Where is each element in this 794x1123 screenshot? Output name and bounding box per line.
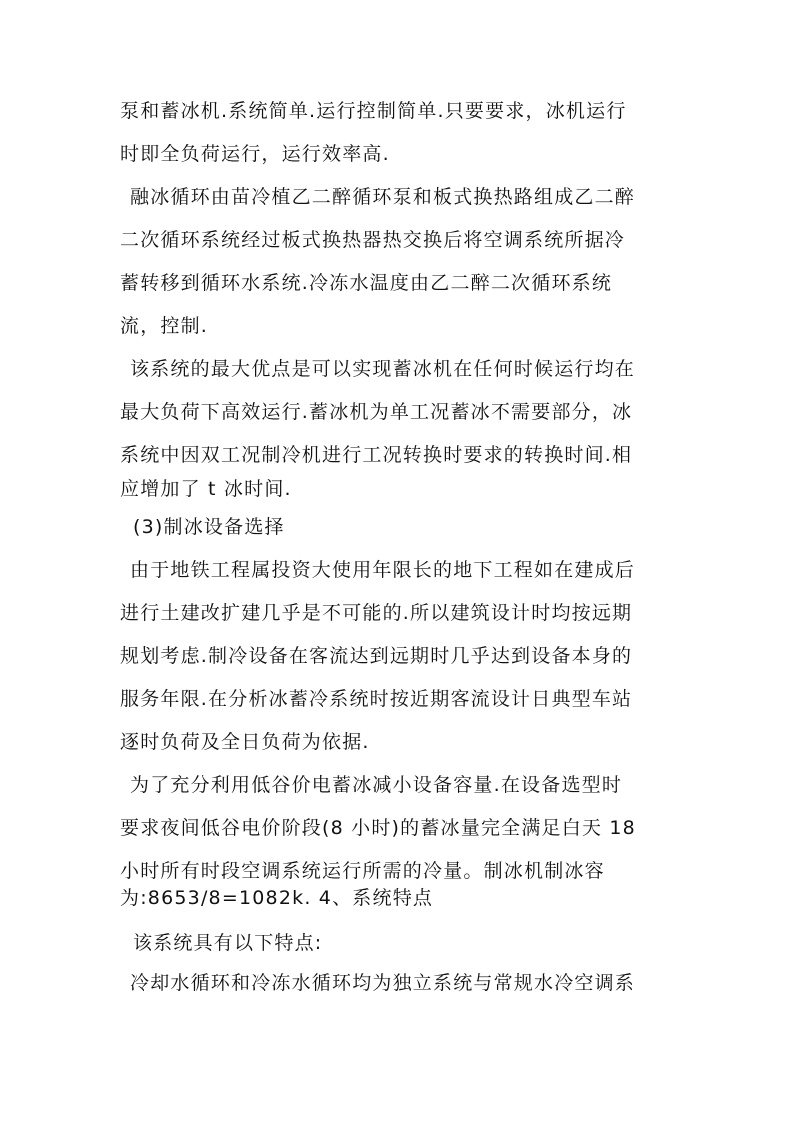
section-heading: (3)制冰设备选择 bbox=[133, 516, 285, 538]
text-line: 进行土建改扩建几乎是不可能的.所以建筑设计时均按远期 bbox=[120, 602, 633, 624]
text-line: 泵和蓄冰机.系统简单.运行控制简单.只要要求，冰机运行 bbox=[120, 100, 627, 122]
text-line: 该系统的最大优点是可以实现蓄冰机在任何时候运行均在 bbox=[130, 358, 636, 380]
text-line: 系统中因双工况制冷机进行工况转换时要求的转换时间.相 bbox=[120, 444, 633, 466]
text-line: 要求夜间低谷电价阶段(8 小时)的蓄冰量完全满足白天 18 bbox=[120, 817, 636, 839]
text-line: 规划考虑.制冷设备在客流达到远期时几乎达到设备本身的 bbox=[120, 645, 633, 667]
text-line: 最大负荷下高效运行.蓄冰机为单工况蓄冰不需要部分，冰 bbox=[120, 401, 633, 423]
text-line: 时即全负荷运行，运行效率高. bbox=[120, 143, 390, 165]
text-line: 由于地铁工程属投资大使用年限长的地下工程如在建成后 bbox=[130, 559, 636, 581]
text-line: 服务年限.在分析冰蓄冷系统时按近期客流设计日典型车站 bbox=[120, 688, 633, 710]
text-line: 冷却水循环和冷冻水循环均为独立系统与常规水冷空调系 bbox=[130, 972, 636, 994]
text-line: 蓄转移到循环水系统.冷冻水温度由乙二醉二次循环系统 bbox=[120, 272, 613, 294]
text-line: 流，控制. bbox=[120, 315, 209, 337]
text-line: 为了充分利用低谷价电蓄冰减小设备容量.在设备选型时 bbox=[130, 774, 623, 796]
text-line: 该系统具有以下特点: bbox=[133, 932, 323, 954]
text-line: 为:8653/8=1082k. 4、系统特点 bbox=[120, 887, 434, 909]
text-line: 二次循环系统经过板式换热器热交换后将空调系统所据冷 bbox=[120, 229, 626, 251]
text-line: 融冰循环由苗冷植乙二醉循环泵和板式换热路组成乙二醉 bbox=[130, 186, 636, 208]
text-line: 应增加了 t 冰时间. bbox=[120, 478, 292, 500]
text-line: 逐时负荷及全日负荷为依据. bbox=[120, 731, 370, 753]
text-line: 小时所有时段空调系统运行所需的冷量。制冰机制冰容 bbox=[120, 860, 605, 882]
